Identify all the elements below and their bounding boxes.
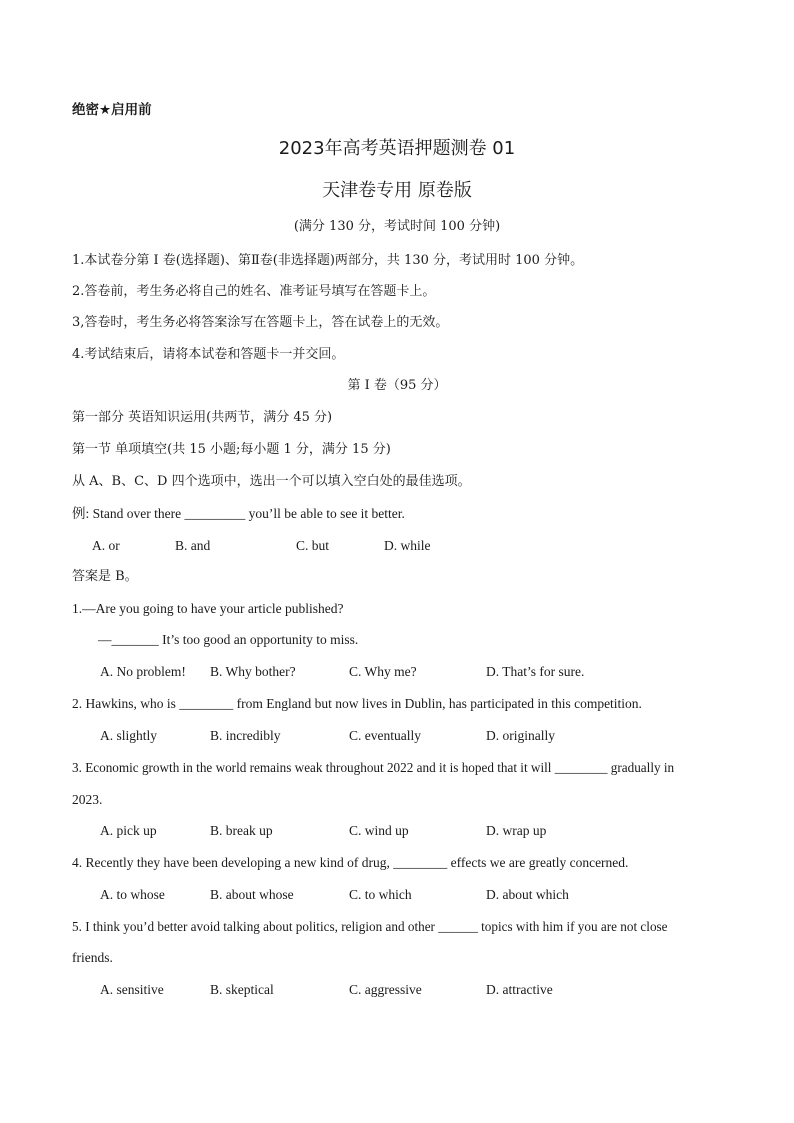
instruction-3: 3,答卷时，考生务必将答案涂写在答题卡上，答在试卷上的无效。 [72,315,449,330]
question-2-option-d: D. originally [486,728,555,743]
example-option-b: B. and [175,538,211,553]
question-4-option-d: D. about which [486,887,569,902]
example-option-a: A. or [92,538,120,553]
example-stem: 例: Stand over there _________ you’ll be able to see it better. [72,506,405,521]
question-5-option-c: C. aggressive [349,982,422,997]
example-answer: 答案是 B。 [72,569,138,584]
question-1-stem: 1.—Are you going to have your article published? [72,601,344,616]
question-2-option-a: A. slightly [100,728,158,743]
exam-title: 2023年高考英语押题测卷 01 [278,138,516,159]
question-5-stem: 5. I think you’d better avoid talking about politics, religion and other ______ topics with him if you are not close [72,919,668,934]
question-1-option-d: D. That’s for sure. [486,664,585,679]
question-1-option-b: B. Why bother? [210,664,296,679]
example-option-d: D. while [384,538,431,553]
question-5-option-a: A. sensitive [100,982,164,997]
instruction-2: 2.答卷前，考生务必将自己的姓名、准考证号填写在答题卡上。 [72,284,436,299]
question-3-option-a: A. pick up [100,823,157,838]
directions: 从 A、B、C、D 四个选项中，选出一个可以填入空白处的最佳选项。 [72,474,471,489]
question-5-stem-line2: friends. [72,950,113,965]
question-4-option-c: C. to which [349,887,412,902]
question-3-stem: 3. Economic growth in the world remains weak throughout 2022 and it is hoped that it will ________ gradually in [72,760,675,775]
question-1-stem-line2: —_______ It’s too good an opportunity to miss. [98,632,359,647]
exam-subtitle: 天津卷专用 原卷版 [322,180,472,201]
instruction-1: 1.本试卷分第 I 卷(选择题)、第Ⅱ卷(非选择题)两部分，共 130 分，考试用时 100 分钟。 [72,253,584,268]
question-4-option-b: B. about whose [210,887,294,902]
question-4-option-a: A. to whose [100,887,165,902]
question-1-option-a: A. No problem! [100,664,186,679]
question-4-stem: 4. Recently they have been developing a new kind of drug, ________ effects we are greatly concerned. [72,855,629,870]
section-title: 第 I 卷（95 分） [347,378,447,393]
exam-info: (满分 130 分，考试时间 100 分钟) [293,219,501,234]
question-3-option-c: C. wind up [349,823,409,838]
question-1-option-c: C. Why me? [349,664,417,679]
question-2-stem: 2. Hawkins, who is ________ from England but now lives in Dublin, has participated in this competition. [72,696,642,711]
instruction-4: 4.考试结束后，请将本试卷和答题卡一并交回。 [72,347,345,362]
question-2-option-b: B. incredibly [210,728,281,743]
question-5-option-d: D. attractive [486,982,553,997]
question-3-stem-line2: 2023. [72,792,103,807]
question-3-option-d: D. wrap up [486,823,547,838]
question-3-option-b: B. break up [210,823,273,838]
example-option-c: C. but [296,538,330,553]
confidential-label: 绝密★启用前 [72,102,152,118]
question-5-option-b: B. skeptical [210,982,274,997]
subsection-title: 第一节 单项填空(共 15 小题;每小题 1 分，满分 15 分) [72,442,391,457]
part-title: 第一部分 英语知识运用(共两节，满分 45 分) [72,410,333,425]
question-2-option-c: C. eventually [349,728,421,743]
